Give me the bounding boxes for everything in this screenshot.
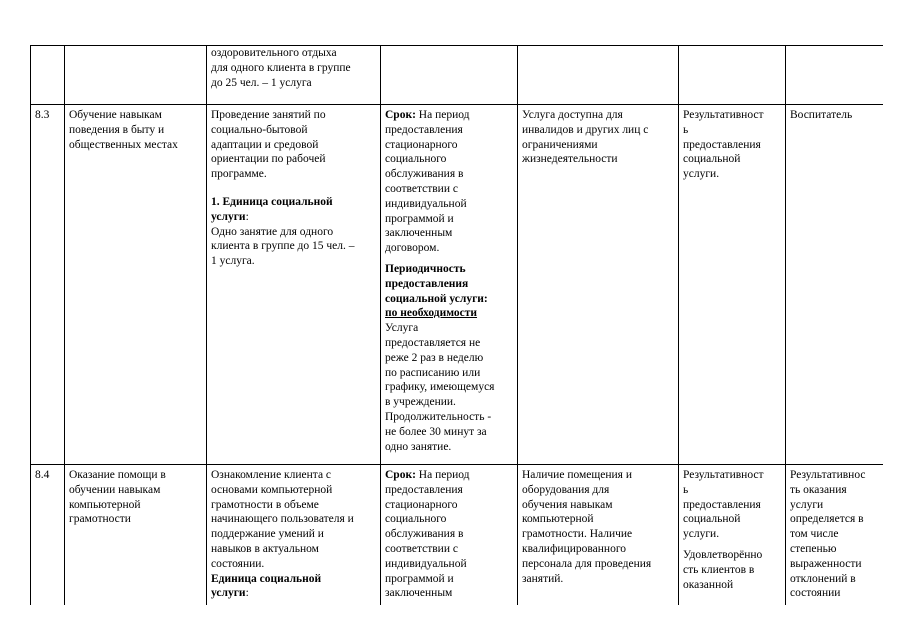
service-conditions: Услуга доступна для инвалидов и других лиц с ограничениями жизнедеятельности bbox=[522, 109, 649, 166]
service-criteria-satisfaction: Удовлетворённо сть клиентов в оказанной bbox=[683, 548, 763, 591]
cell-description bbox=[207, 465, 381, 606]
unit-colon: : bbox=[245, 210, 249, 223]
cell-conditions bbox=[518, 46, 679, 105]
service-description: оздоровительного отдыха для одного клиента в группе до 25 чел. – 1 услуга bbox=[211, 47, 351, 89]
cell-performer bbox=[786, 105, 884, 465]
service-name: Оказание помощи в обучении навыкам компьютерной грамотности bbox=[69, 469, 166, 526]
cell-criteria bbox=[679, 46, 786, 105]
services-table bbox=[30, 45, 883, 605]
table-row-8-4 bbox=[31, 465, 884, 606]
service-conditions: Наличие помещения и оборудования для обучения навыкам компьютерной грамотности. Наличие квалифицированного персонала для проведения занятий. bbox=[522, 469, 652, 585]
cell-service-name bbox=[65, 46, 207, 105]
period-heading: Периодичность предоставления социальной услуги: bbox=[385, 262, 488, 305]
unit-heading: 1. Единица социальной услуги bbox=[211, 195, 333, 223]
cell-number bbox=[31, 465, 65, 606]
row-number: 8.3 bbox=[35, 109, 50, 121]
row-number: 8.4 bbox=[35, 469, 50, 481]
service-performer: Воспитатель bbox=[790, 109, 853, 121]
table-row-continuation bbox=[31, 46, 884, 105]
cell-terms bbox=[381, 46, 518, 105]
cell-description bbox=[207, 46, 381, 105]
cell-terms bbox=[381, 105, 518, 465]
cell-service-name bbox=[65, 465, 207, 606]
cell-number bbox=[31, 46, 65, 105]
cell-service-name bbox=[65, 105, 207, 465]
cell-criteria bbox=[679, 105, 786, 465]
cell-description bbox=[207, 105, 381, 465]
period-value: по необходимости bbox=[385, 307, 478, 320]
period-text: Услуга предоставляется не реже 2 раз в неделю по расписанию или графику, имеющемуся в учреждении. Продолжительность - не более 30 минут за одно занятие. bbox=[385, 322, 495, 453]
term-text: На период предоставления стационарного социального обслуживания в соответствии с индивидуальной программой и заключенным bbox=[385, 469, 470, 600]
cell-number bbox=[31, 105, 65, 465]
cell-criteria bbox=[679, 465, 786, 606]
service-description: Проведение занятий по социально-бытовой адаптации и средовой ориентации по рабочей программе. bbox=[211, 109, 326, 181]
service-criteria: Результативност ь предоставления социальной услуги. bbox=[683, 109, 764, 181]
table-row-8-3 bbox=[31, 105, 884, 465]
service-name: Обучение навыкам поведения в быту и общественных местах bbox=[69, 109, 178, 151]
term-text: На период предоставления стационарного социального обслуживания в соответствии с индивидуальной программой и заключенным договором. bbox=[385, 109, 470, 255]
unit-heading: Единица социальной услуги bbox=[211, 572, 322, 600]
service-performer: Результативнос ть оказания услуги определяется в том числе степенью выраженности отклонений в состоянии bbox=[790, 469, 866, 600]
cell-terms bbox=[381, 465, 518, 606]
unit-colon: : bbox=[245, 587, 249, 600]
cell-performer bbox=[786, 46, 884, 105]
cell-conditions bbox=[518, 465, 679, 606]
cell-performer bbox=[786, 465, 884, 606]
document-page bbox=[30, 45, 883, 605]
term-label: Срок: bbox=[385, 109, 416, 121]
unit-text: Одно занятие для одного клиента в группе до 15 чел. – 1 услуга. bbox=[211, 225, 355, 268]
service-criteria: Результативност ь предоставления социальной услуги. bbox=[683, 469, 764, 541]
cell-conditions bbox=[518, 105, 679, 465]
term-label: Срок: bbox=[385, 469, 416, 481]
service-description: Ознакомление клиента с основами компьютерной грамотности в объеме начинающего пользователя и поддержание умений и навыков в актуальном состоянии. bbox=[211, 469, 354, 570]
